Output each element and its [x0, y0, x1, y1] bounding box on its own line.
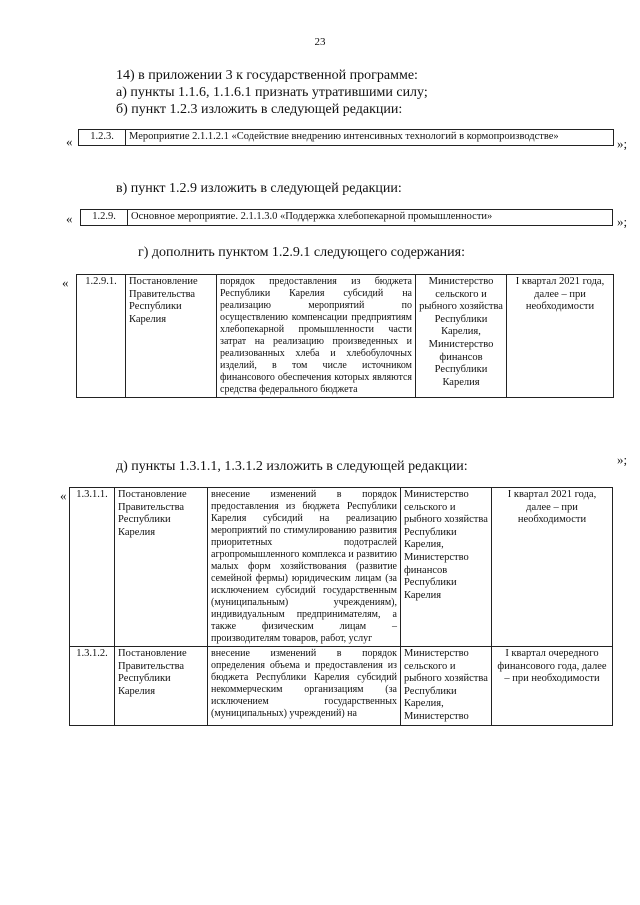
- table-row-1-2-3: [78, 129, 614, 146]
- row-term: I квартал 2021 года, далее – при необходимости: [507, 275, 614, 398]
- row-document: Постановление Правительства Республики Карелия: [115, 647, 208, 726]
- table-rows-1-3-1: [69, 487, 613, 726]
- item-v: в) пункт 1.2.9 изложить в следующей редакции:: [116, 181, 402, 196]
- row-responsible: Министерство сельского и рыбного хозяйства Республики Карелия, Министерство: [401, 647, 492, 726]
- table-row: [70, 647, 613, 726]
- quote-open: «: [66, 211, 73, 226]
- row-number: 1.2.9.1.: [77, 275, 126, 398]
- item-14-heading: 14) в приложении 3 к государственной программе:: [116, 68, 418, 83]
- page-number: 23: [314, 36, 326, 48]
- row-text: Мероприятие 2.1.1.2.1 «Содействие внедрению интенсивных технологий в кормопроизводстве»: [126, 130, 614, 146]
- item-14-a: а) пункты 1.1.6, 1.1.6.1 признать утратившими силу;: [116, 85, 428, 100]
- table-row-1-2-9-1: [76, 274, 614, 398]
- row-number: 1.3.1.1.: [70, 488, 115, 647]
- row-description: внесение изменений в порядок определения объема и предоставления из бюджета Республики Карелия субсидий некоммерческим организациям (за исключением государственных (муниципальных) учреждений) на: [208, 647, 401, 726]
- item-d: д) пункты 1.3.1.1, 1.3.1.2 изложить в следующей редакции:: [116, 459, 468, 474]
- quote-close: »;: [617, 214, 628, 229]
- row-document: Постановление Правительства Республики Карелия: [126, 275, 217, 398]
- quote-open: «: [60, 488, 67, 503]
- row-text: Основное мероприятие. 2.1.1.3.0 «Поддержка хлебопекарной промышленности»: [128, 210, 613, 226]
- row-responsible: Министерство сельского и рыбного хозяйства Республики Карелия, Министерство финансов Республики Карелия: [401, 488, 492, 647]
- quote-open: «: [62, 275, 69, 290]
- table-row: [70, 488, 613, 647]
- quote-close: »;: [617, 452, 628, 467]
- row-description: порядок предоставления из бюджета Республики Карелия субсидий на реализацию мероприятий по осуществлению компенсации предприятиям хлебопекарной промышленности части затрат на реализацию произведенных и реализованных хлеба и хлебобулочных изделий, в том числе источником финансового обеспечения которых являются средства федерального бюджета: [217, 275, 416, 398]
- table-row-1-2-9: [80, 209, 613, 226]
- quote-open: «: [66, 134, 73, 149]
- row-number: 1.2.3.: [79, 130, 126, 146]
- row-number: 1.2.9.: [81, 210, 128, 226]
- item-g: г) дополнить пунктом 1.2.9.1 следующего содержания:: [138, 245, 465, 260]
- row-number: 1.3.1.2.: [70, 647, 115, 726]
- row-document: Постановление Правительства Республики Карелия: [115, 488, 208, 647]
- quote-close: »;: [617, 136, 628, 151]
- row-responsible: Министерство сельского и рыбного хозяйства Республики Карелия, Министерство финансов Республики Карелия: [416, 275, 507, 398]
- row-term: I квартал очередного финансового года, далее – при необходимости: [492, 647, 613, 726]
- row-description: внесение изменений в порядок предоставления из бюджета Республики Карелия субсидий на реализацию мероприятий по стимулированию развития приоритетных подотраслей агропромышленного комплекса и развитию малых форм хозяйствования (развитие семейной фермы) юридическим лицам (за исключением субсидий государственным (муниципальным) учреждениям), индивидуальным предпринимателям, а также физическим лицам – производителям товаров, работ, услуг: [208, 488, 401, 647]
- item-14-b: б) пункт 1.2.3 изложить в следующей редакции:: [116, 102, 403, 117]
- row-term: I квартал 2021 года, далее – при необходимости: [492, 488, 613, 647]
